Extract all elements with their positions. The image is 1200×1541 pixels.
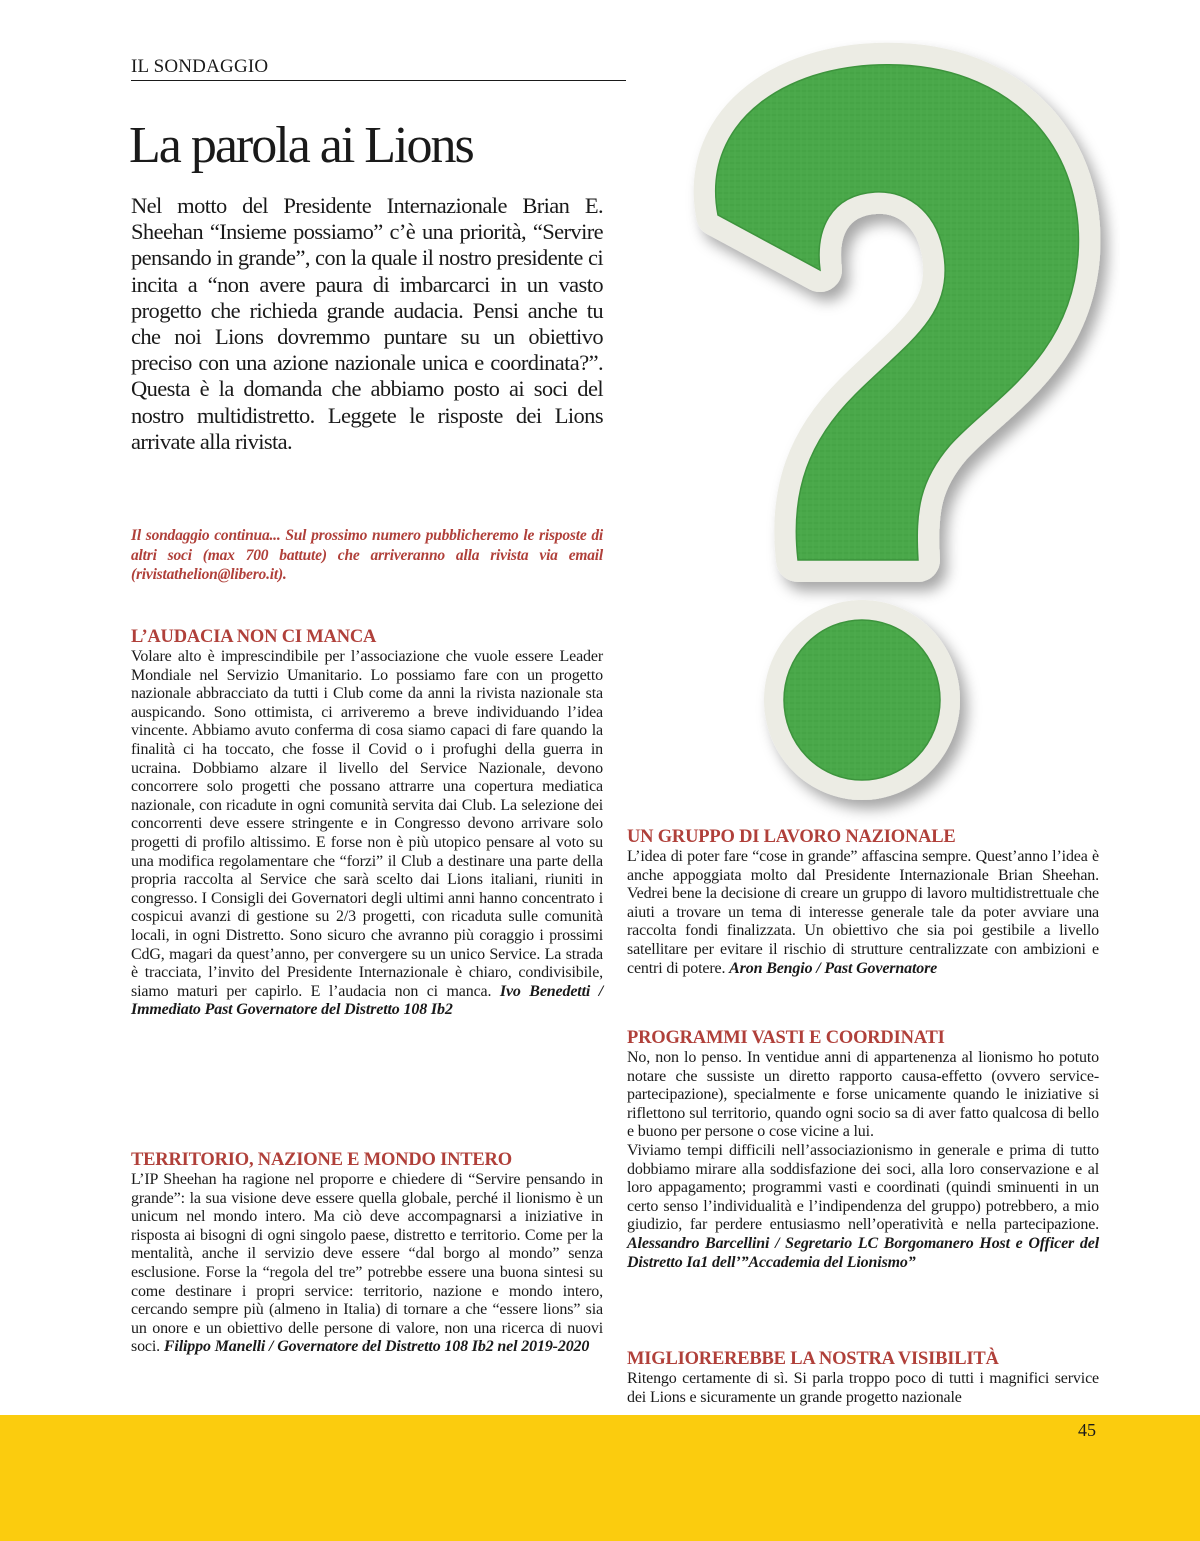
- article-body-continued: Viviamo tempi difficili nell’associazionismo in generale e prima di tutto dobbiamo mirare alla soddisfazione dei soci, alla loro conservazione e al loro appagamento; programmi vasti e coordinati (quindi sminuenti in un certo senso l’individualità e l’indipendenza del gruppo) potrebbero, a mio giudizio, far perdere entusiasmo nell’operatività e nella partecipazione. Alessandro Barcellini / Segretario LC Borgomanero Host e Officer del Distretto Ia1 dell’”Accademia del Lionismo”: [627, 1141, 1099, 1271]
- article-gruppo-lavoro: [627, 827, 1099, 978]
- article-territorio: [131, 1150, 603, 1357]
- section-divider: [131, 80, 626, 81]
- article-signature: Alessandro Barcellini / Segretario LC Borgomanero Host e Officer del Distretto Ia1 dell’”Accademia del Lionismo”: [627, 1234, 1099, 1271]
- question-mark-icon: [630, 40, 1120, 825]
- footer-band: [0, 1415, 1200, 1541]
- article-audacia: [131, 627, 603, 1020]
- article-body: No, non lo penso. In ventidue anni di appartenenza al lionismo ho potuto notare che sussiste un diretto rapporto causa-effetto (ovvero service-partecipazione), specialmente e forse unicamente quando le iniziative si riflettono sul territorio, quando ogni socio sa di aver fatto qualcosa di bello e buono per persone o cose vicine a lui.: [627, 1049, 1099, 1141]
- article-heading: PROGRAMMI VASTI E COORDINATI: [627, 1028, 945, 1048]
- page-title: La parola ai Lions: [129, 117, 473, 174]
- article-heading: MIGLIOREREBBE LA NOSTRA VISIBILITÀ: [627, 1349, 999, 1369]
- article-signature: Ivo Benedetti / Immediato Past Governatore del Distretto 108 Ib2: [131, 982, 603, 1019]
- article-visibilita: [627, 1349, 1099, 1407]
- article-heading: UN GRUPPO DI LAVORO NAZIONALE: [627, 827, 956, 847]
- article-heading: L’AUDACIA NON CI MANCA: [131, 627, 377, 647]
- article-programmi: [627, 1028, 1099, 1272]
- survey-note: Il sondaggio continua... Sul prossimo numero pubblicheremo le risposte di altri soci (max 700 battute) che arriveranno alla rivista via email (rivistathelion@libero.it).: [131, 527, 603, 583]
- section-label: IL SONDAGGIO: [131, 56, 269, 77]
- page-number: 45: [1078, 1420, 1096, 1440]
- article-body: Volare alto è imprescindibile per l’associazione che vuole essere Leader Mondiale nel Servizio Umanitario. Lo possiamo fare con un progetto nazionale abbracciato da tutti i Club come da anni la rivista nazionale sta auspicando. Sono ottimista, ci arriveremo a breve individuando l’idea vincente. Abbiamo avuto conferma di cosa siamo capaci di fare quando la finalità ci ha toccato, che fosse il Covid o i profughi della guerra in ucraina. Dobbiamo alzare il livello del Service Nazionale, devono concorrere solo progetti che possano attrarre una copertura mediatica nazionale, con ricadute in ogni comunità servita dai Club. La selezione dei concorrenti deve essere stringente e in Congresso devono arrivare solo progetti di profilo altissimo. E forse non è più utopico pensare al voto su una modifica regolamentare che “forzi” il Club a destinare una parte della propria raccolta al Service che sarà scelto dai Lions italiani, riuniti in congresso. I Consigli dei Governatori degli ultimi anni hanno concentrato i cospicui avanzi di gestione su 2/3 progetti, con ricaduta sulle comunità locali, in ogni Distretto. Sono sicuro che avranno più coraggio i prossimi CdG, magari da quest’anno, per convergere su un unico Service. La strada è tracciata, l’invito del Presidente Internazionale è chiaro, condivisibile, siamo maturi per capirlo. E l’audacia non ci manca. Ivo Benedetti / Immediato Past Governatore del Distretto 108 Ib2: [131, 648, 603, 1019]
- article-signature: Aron Bengio / Past Governatore: [729, 959, 938, 977]
- article-body: Ritengo certamente di sì. Si parla troppo poco di tutti i magnifici service dei Lions e sicuramente un grande progetto nazionale: [627, 1370, 1099, 1406]
- lead-paragraph: Nel motto del Presidente Internazionale Brian E. Sheehan “Insieme possiamo” c’è una priorità, “Servire pensando in grande”, con la quale il nostro presidente ci incita a “non avere paura di imbarcarci in un vasto progetto che richieda grande audacia. Pensi anche tu che noi Lions dovremmo puntare su un obiettivo preciso con una azione nazionale unica e coordinata?”. Questa è la domanda che abbiamo posto ai soci del nostro multidistretto. Leggete le risposte dei Lions arrivate alla rivista.: [131, 193, 603, 454]
- article-body: L’idea di poter fare “cose in grande” affascina sempre. Quest’anno l’idea è anche appoggiata molto dal Presidente Internazionale Brian Sheehan. Vedrei bene la decisione di creare un gruppo di lavoro multidistrettuale che aiuti a trovare un tema di interesse generale tale da poter avviare una raccolta fondi finalizzata. Un obiettivo che sia poi gestibile a livello satellitare per evitare il rischio di strutture centralizzate con ambizioni e centri di potere. Aron Bengio / Past Governatore: [627, 848, 1099, 977]
- article-heading: TERRITORIO, NAZIONE E MONDO INTERO: [131, 1150, 512, 1170]
- article-body: L’IP Sheehan ha ragione nel proporre e chiedere di “Servire pensando in grande”: la sua visione deve essere quella globale, perché il lionismo è un unicum nel mondo intero. Ma ciò deve accompagnarsi a iniziative in risposta ai bisogni di ogni singolo paese, distretto e territorio. Come per la mentalità, anche il servizio deve essere “dal borgo al mondo” senza esclusione. Forse la “regola del tre” potrebbe essere una buona sintesi su come destinare i propri service: territorio, nazione e mondo intero, cercando sempre più (almeno in Italia) di tornare a che “essere lions” sia un onore e un obiettivo delle persone di valore, non una ricerca di nuovi soci. Filippo Manelli / Governatore del Distretto 108 Ib2 nel 2019-2020: [131, 1171, 603, 1356]
- article-signature: Filippo Manelli / Governatore del Distretto 108 Ib2 nel 2019-2020: [163, 1338, 590, 1356]
